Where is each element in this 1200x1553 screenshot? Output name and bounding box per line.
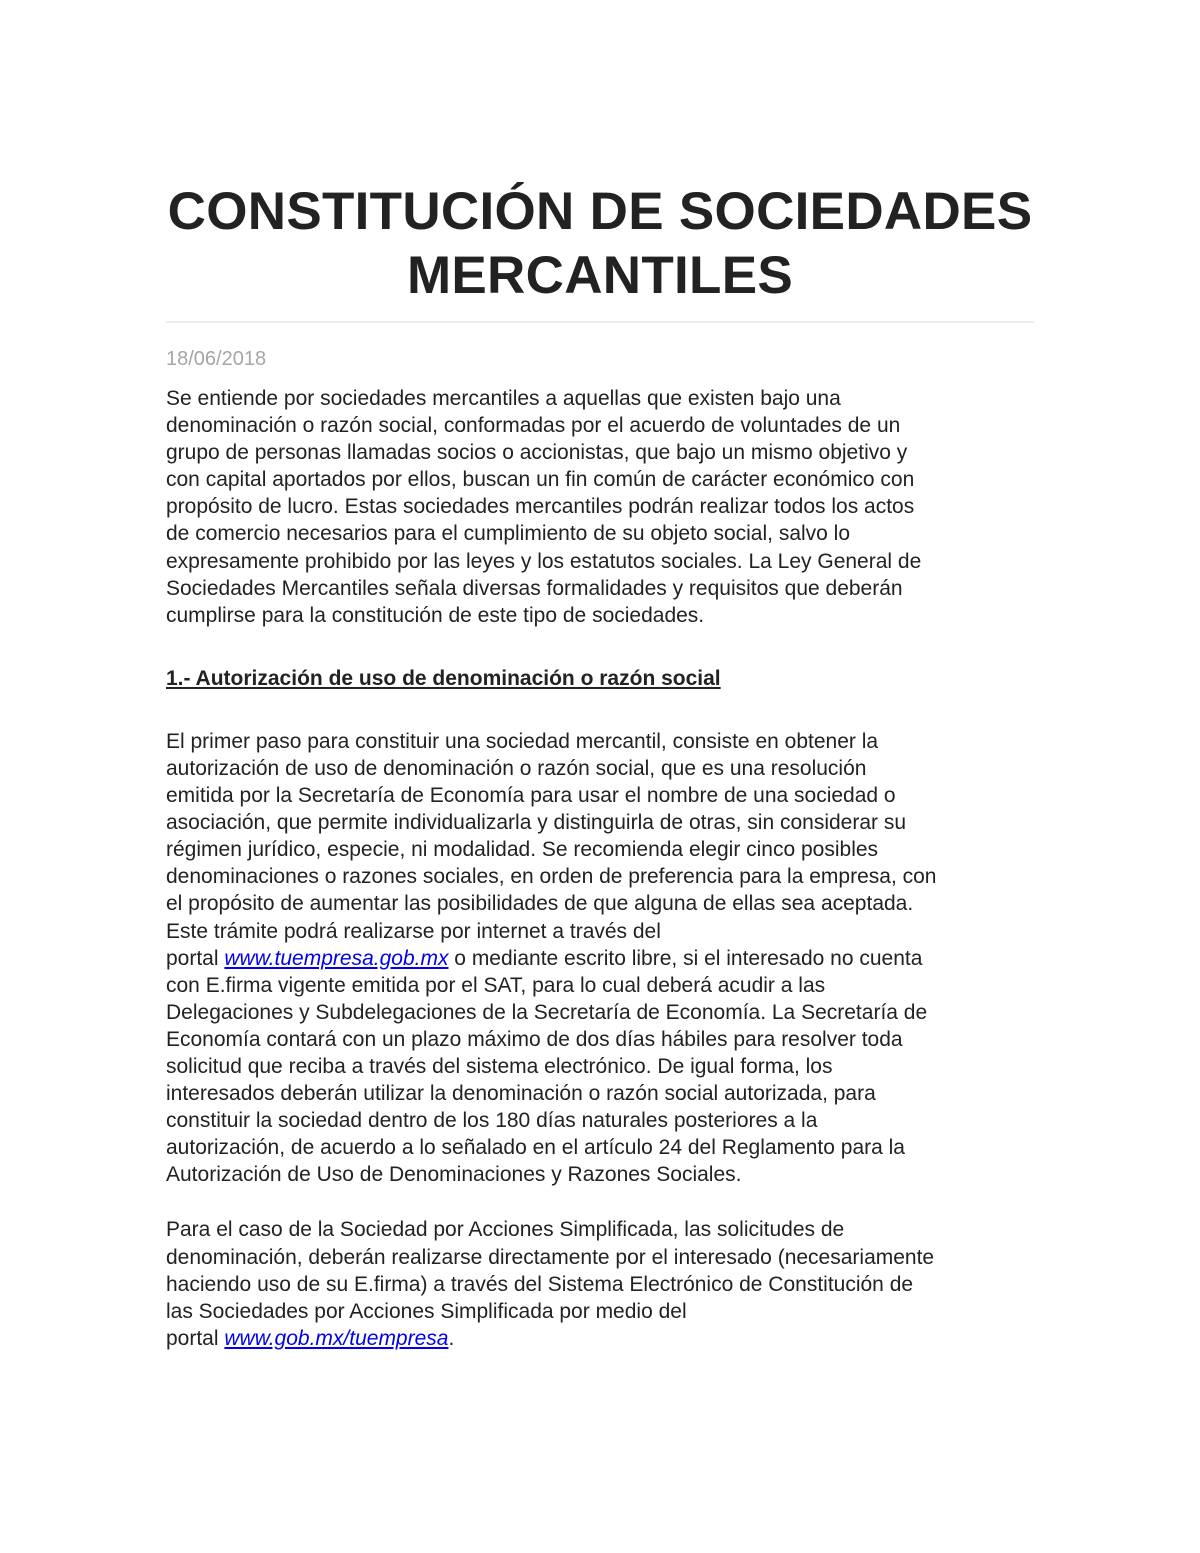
sas-text-start: Para el caso de la Sociedad por Acciones Simplificada, las solicitudes de denominación, deberán realizarse directamente por el interesado (necesariamente haciendo uso de su E.firma) a través del Sistema Electrónico de Constitución de las Sociedades por Acciones Simplificada por medio del portal (166, 1218, 935, 1350)
intro-paragraph: Se entiende por sociedades mercantiles a aquellas que existen bajo una denominación o razón social, conformadas por el acuerdo de voluntades de un grupo de personas llamadas socios o accionistas, que bajo un mismo objetivo y con capital aportados por ellos, buscan un fin común de carácter económico con propósito de lucro. Estas sociedades mercantiles podrán realizar todos los actos de comercio necesarios para el cumplimiento de su objeto social, salvo lo expresamente prohibido por las leyes y los estatutos sociales. La Ley General de Sociedades Mercantiles señala diversas formalidades y requisitos que deberán cumplirse para la constitución de este tipo de sociedades. (166, 387, 922, 627)
title-divider (166, 321, 1034, 323)
publish-date: 18/06/2018 (166, 348, 267, 370)
authorization-paragraph (166, 728, 1034, 1189)
sas-text-end: . (448, 1326, 455, 1350)
section-heading-authorization: 1.- Autorización de uso de denominación o razón social (166, 666, 721, 690)
gob-tuempresa-link[interactable]: www.gob.mx/tuempresa (224, 1326, 449, 1350)
authorization-text-end: o mediante escrito libre, si el interesado no cuenta con E.firma vigente emitida por el SAT, para lo cual deberá acudir a las Delegaciones y Subdelegaciones de la Secretaría de Economía. La Secretaría de Economía contará con un plazo máximo de dos días hábiles para resolver toda solicitud que reciba a través del sistema electrónico. De igual forma, los interesados deberán utilizar la denominación o razón social autorizada, para constituir la sociedad dentro de los 180 días naturales posteriores a la autorización, de acuerdo a lo señalado en el artículo 24 del Reglamento para la Autorización de Uso de Denominaciones y Razones Sociales. (166, 946, 928, 1187)
document-page (166, 180, 1034, 1352)
tuempresa-link[interactable]: www.tuempresa.gob.mx (224, 946, 449, 970)
page-title: CONSTITUCIÓN DE SOCIEDADES MERCANTILES (167, 182, 1033, 305)
authorization-text-start: El primer paso para constituir una sociedad mercantil, consiste en obtener la autorización de uso de denominación o razón social, que es una resolución emitida por la Secretaría de Economía para usar el nombre de una sociedad o asociación, que permite individualizarla y distinguirla de otras, sin considerar su régimen jurídico, especie, ni modalidad. Se recomienda elegir cinco posibles denominaciones o razones sociales, en orden de preferencia para la empresa, con el propósito de aumentar las posibilidades de que alguna de ellas sea aceptada. Este trámite podrá realizarse por internet a través del portal (166, 729, 937, 970)
sas-paragraph (166, 1216, 1034, 1351)
